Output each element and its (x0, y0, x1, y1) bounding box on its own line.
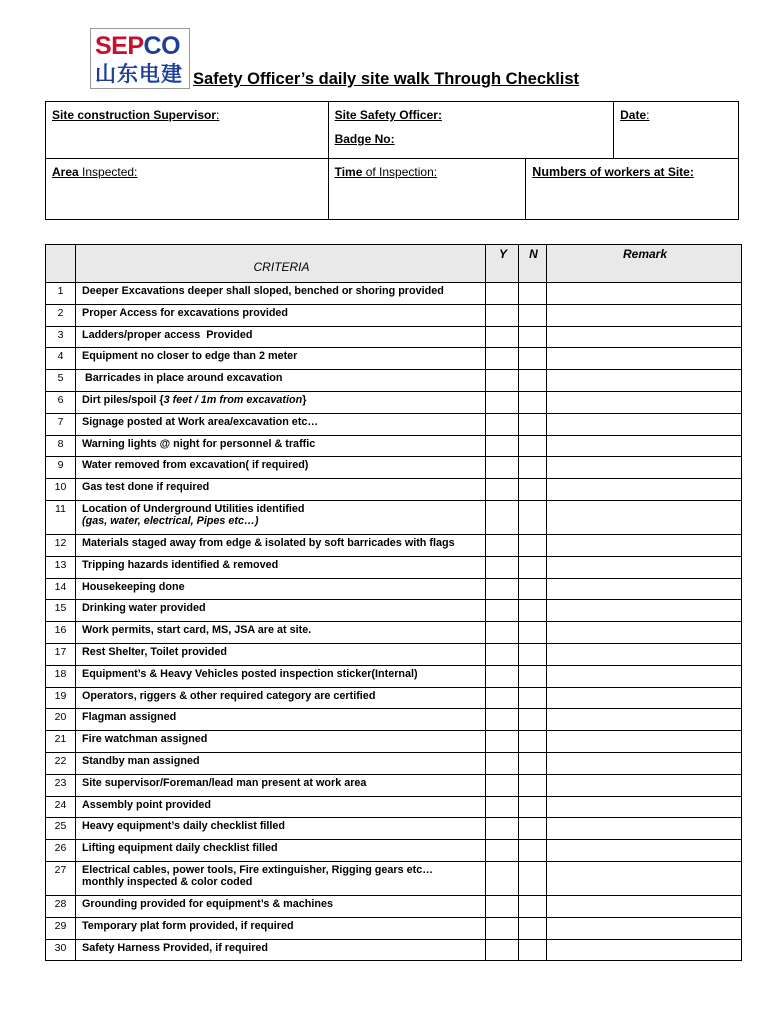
header-no: N (519, 245, 547, 283)
row-number: 25 (46, 818, 76, 840)
yes-cell[interactable] (486, 687, 519, 709)
workers-label-rest: of workers at Site: (586, 165, 694, 179)
remark-cell[interactable] (547, 818, 742, 840)
row-number: 1 (46, 283, 76, 305)
header-num-cell (46, 245, 76, 283)
row-criteria (76, 840, 486, 862)
row-criteria (76, 600, 486, 622)
yes-cell[interactable] (486, 600, 519, 622)
no-cell[interactable] (519, 796, 547, 818)
yes-cell[interactable] (486, 895, 519, 917)
checklist-row (46, 391, 742, 413)
yes-cell[interactable] (486, 578, 519, 600)
no-cell[interactable] (519, 818, 547, 840)
no-cell[interactable] (519, 457, 547, 479)
checklist-row (46, 500, 742, 534)
info-table (45, 101, 739, 220)
no-cell[interactable] (519, 687, 547, 709)
row-criteria (76, 861, 486, 895)
no-cell[interactable] (519, 479, 547, 501)
row-number: 7 (46, 413, 76, 435)
row-number: 9 (46, 457, 76, 479)
checklist-row (46, 326, 742, 348)
yes-cell[interactable] (486, 304, 519, 326)
supervisor-colon: : (216, 108, 220, 122)
row-criteria (76, 917, 486, 939)
row-criteria (76, 556, 486, 578)
yes-cell[interactable] (486, 796, 519, 818)
no-cell[interactable] (519, 917, 547, 939)
no-cell[interactable] (519, 600, 547, 622)
row-number: 17 (46, 643, 76, 665)
criteria-text: Drinking water provided (82, 602, 206, 615)
row-criteria (76, 622, 486, 644)
criteria-text: Flagman assigned (82, 711, 177, 724)
row-number: 2 (46, 304, 76, 326)
checklist-row (46, 818, 742, 840)
criteria-text: Dirt piles/spoil { (82, 393, 164, 406)
remark-cell[interactable] (547, 578, 742, 600)
no-cell[interactable] (519, 861, 547, 895)
criteria-text: Location of Underground Utilities identified (82, 502, 305, 515)
checklist-row (46, 304, 742, 326)
remark-cell[interactable] (547, 479, 742, 501)
row-number: 30 (46, 939, 76, 961)
no-cell[interactable] (519, 500, 547, 534)
row-criteria (76, 774, 486, 796)
checklist-header-row (46, 245, 742, 283)
yes-cell[interactable] (486, 413, 519, 435)
checklist-row (46, 861, 742, 895)
logo-brand-red: SEP (95, 32, 144, 60)
criteria-text: Water removed from excavation( if required) (82, 459, 309, 472)
criteria-text: Work permits, start card, MS, JSA are at site. (82, 624, 312, 637)
logo-chinese: 山东电建 (95, 62, 183, 86)
remark-cell[interactable] (547, 348, 742, 370)
row-number: 19 (46, 687, 76, 709)
criteria-text: Deeper Excavations deeper shall sloped, benched or shoring provided (82, 285, 444, 297)
area-label-rest: Inspected: (78, 165, 138, 179)
yes-cell[interactable] (486, 818, 519, 840)
criteria-after: } (302, 393, 307, 406)
checklist-row (46, 774, 742, 796)
checklist-row (46, 939, 742, 961)
criteria-text: Temporary plat form provided, if required (82, 919, 294, 932)
row-number: 27 (46, 861, 76, 895)
page-title: Safety Officer’s daily site walk Through Checklist (193, 70, 580, 88)
yes-cell[interactable] (486, 348, 519, 370)
yes-cell[interactable] (486, 500, 519, 534)
criteria-text: Site supervisor/Foreman/lead man present at work area (82, 776, 367, 789)
safety-officer-label: Site Safety Officer: (334, 108, 442, 122)
header-remark: Remark (547, 245, 742, 283)
row-criteria (76, 348, 486, 370)
row-criteria (76, 687, 486, 709)
row-number: 26 (46, 840, 76, 862)
no-cell[interactable] (519, 774, 547, 796)
row-number: 11 (46, 500, 76, 534)
badge-label: Badge No: (334, 132, 395, 146)
row-number: 13 (46, 556, 76, 578)
row-criteria (76, 643, 486, 665)
criteria-text: Barricades in place around excavation (82, 372, 283, 385)
checklist-row (46, 283, 742, 305)
remark-cell[interactable] (547, 917, 742, 939)
no-cell[interactable] (519, 391, 547, 413)
yes-cell[interactable] (486, 917, 519, 939)
no-cell[interactable] (519, 709, 547, 731)
row-number: 18 (46, 665, 76, 687)
row-number: 5 (46, 370, 76, 392)
criteria-text: Housekeeping done (82, 580, 185, 593)
logo-brand-blue: CO (143, 32, 181, 60)
checklist-row (46, 665, 742, 687)
remark-cell[interactable] (547, 709, 742, 731)
no-cell[interactable] (519, 643, 547, 665)
checklist-row (46, 370, 742, 392)
time-cell[interactable] (328, 159, 526, 220)
row-number: 20 (46, 709, 76, 731)
row-criteria (76, 326, 486, 348)
no-cell[interactable] (519, 665, 547, 687)
row-number: 3 (46, 326, 76, 348)
checklist-row (46, 622, 742, 644)
no-cell[interactable] (519, 534, 547, 556)
checklist-rows (46, 283, 742, 961)
remark-cell[interactable] (547, 600, 742, 622)
no-cell[interactable] (519, 326, 547, 348)
remark-cell[interactable] (547, 840, 742, 862)
time-label-bold: Time (334, 165, 363, 179)
checklist-row (46, 600, 742, 622)
remark-cell[interactable] (547, 391, 742, 413)
checklist-row (46, 348, 742, 370)
remark-cell[interactable] (547, 622, 742, 644)
checklist-row (46, 435, 742, 457)
criteria-text: Materials staged away from edge & isolated by soft barricades with flags (82, 536, 455, 549)
no-cell[interactable] (519, 304, 547, 326)
no-cell[interactable] (519, 939, 547, 961)
remark-cell[interactable] (547, 796, 742, 818)
checklist-row (46, 796, 742, 818)
criteria-text: Fire watchman assigned (82, 733, 208, 746)
row-number: 22 (46, 752, 76, 774)
criteria-text: Electrical cables, power tools, Fire extinguisher, Rigging gears etc… (82, 863, 434, 876)
remark-cell[interactable] (547, 457, 742, 479)
workers-cell[interactable] (526, 159, 739, 220)
row-criteria (76, 709, 486, 731)
no-cell[interactable] (519, 556, 547, 578)
yes-cell[interactable] (486, 643, 519, 665)
criteria-text: Standby man assigned (82, 754, 200, 767)
criteria-text: Equipment’s & Heavy Vehicles posted inspection sticker(Internal) (82, 667, 418, 680)
row-number: 23 (46, 774, 76, 796)
no-cell[interactable] (519, 283, 547, 305)
checklist-row (46, 917, 742, 939)
row-criteria (76, 500, 486, 534)
checklist-row (46, 731, 742, 753)
header-yes: Y (486, 245, 519, 283)
safety-officer-cell[interactable] (328, 102, 614, 159)
yes-cell[interactable] (486, 435, 519, 457)
area-label-bold: Area (52, 165, 79, 179)
date-colon: : (646, 108, 650, 122)
no-cell[interactable] (519, 435, 547, 457)
row-number: 6 (46, 391, 76, 413)
row-criteria (76, 818, 486, 840)
row-criteria (76, 895, 486, 917)
yes-cell[interactable] (486, 665, 519, 687)
criteria-italic: 3 feet / 1m from excavation (163, 393, 303, 406)
criteria-line2: monthly inspected & color coded (82, 875, 253, 888)
no-cell[interactable] (519, 731, 547, 753)
criteria-text: Heavy equipment’s daily checklist filled (82, 820, 286, 833)
criteria-text: Rest Shelter, Toilet provided (82, 645, 227, 658)
row-criteria (76, 391, 486, 413)
yes-cell[interactable] (486, 731, 519, 753)
no-cell[interactable] (519, 840, 547, 862)
area-cell[interactable] (46, 159, 329, 220)
yes-cell[interactable] (486, 326, 519, 348)
criteria-text: Safety Harness Provided, if required (82, 941, 269, 954)
criteria-text: Ladders/proper access Provided (82, 328, 253, 341)
checklist-row (46, 687, 742, 709)
no-cell[interactable] (519, 578, 547, 600)
checklist-row (46, 556, 742, 578)
remark-cell[interactable] (547, 939, 742, 961)
remark-cell[interactable] (547, 283, 742, 305)
row-number: 12 (46, 534, 76, 556)
row-number: 16 (46, 622, 76, 644)
checklist-row (46, 840, 742, 862)
remark-cell[interactable] (547, 413, 742, 435)
checklist-row (46, 643, 742, 665)
date-label: Date (620, 108, 647, 122)
row-number: 4 (46, 348, 76, 370)
remark-cell[interactable] (547, 774, 742, 796)
remark-cell[interactable] (547, 895, 742, 917)
yes-cell[interactable] (486, 457, 519, 479)
checklist-table (45, 244, 742, 961)
yes-cell[interactable] (486, 622, 519, 644)
workers-label-bold: Numbers (532, 165, 587, 179)
no-cell[interactable] (519, 370, 547, 392)
sepco-logo (90, 28, 190, 89)
remark-cell[interactable] (547, 556, 742, 578)
yes-cell[interactable] (486, 840, 519, 862)
remark-cell[interactable] (547, 534, 742, 556)
no-cell[interactable] (519, 895, 547, 917)
criteria-text: Grounding provided for equipment’s & machines (82, 897, 333, 910)
checklist-row (46, 895, 742, 917)
remark-cell[interactable] (547, 370, 742, 392)
supervisor-cell[interactable] (46, 102, 329, 159)
remark-cell[interactable] (547, 665, 742, 687)
yes-cell[interactable] (486, 391, 519, 413)
row-number: 15 (46, 600, 76, 622)
row-criteria (76, 534, 486, 556)
checklist-row (46, 709, 742, 731)
row-criteria (76, 731, 486, 753)
row-criteria (76, 578, 486, 600)
remark-cell[interactable] (547, 687, 742, 709)
row-criteria (76, 413, 486, 435)
criteria-text: Tripping hazards identified & removed (82, 558, 279, 571)
remark-cell[interactable] (547, 731, 742, 753)
checklist-row (46, 413, 742, 435)
checklist-row (46, 534, 742, 556)
row-criteria (76, 435, 486, 457)
yes-cell[interactable] (486, 283, 519, 305)
yes-cell[interactable] (486, 556, 519, 578)
no-cell[interactable] (519, 622, 547, 644)
row-criteria (76, 370, 486, 392)
date-cell[interactable] (614, 102, 739, 159)
row-criteria (76, 283, 486, 305)
row-number: 24 (46, 796, 76, 818)
supervisor-label: Site construction Supervisor (52, 108, 217, 122)
remark-cell[interactable] (547, 435, 742, 457)
row-criteria (76, 304, 486, 326)
yes-cell[interactable] (486, 939, 519, 961)
remark-cell[interactable] (547, 500, 742, 534)
time-label-rest: of Inspection: (362, 165, 438, 179)
row-number: 21 (46, 731, 76, 753)
row-number: 29 (46, 917, 76, 939)
row-number: 10 (46, 479, 76, 501)
remark-cell[interactable] (547, 326, 742, 348)
yes-cell[interactable] (486, 709, 519, 731)
checklist-row (46, 578, 742, 600)
checklist-row (46, 457, 742, 479)
criteria-text: Operators, riggers & other required category are certified (82, 689, 376, 702)
header-criteria: CRITERIA (76, 245, 486, 283)
row-criteria (76, 479, 486, 501)
criteria-text: Gas test done if required (82, 481, 210, 494)
no-cell[interactable] (519, 752, 547, 774)
checklist-row (46, 752, 742, 774)
no-cell[interactable] (519, 413, 547, 435)
yes-cell[interactable] (486, 479, 519, 501)
logo-brand (95, 32, 180, 60)
remark-cell[interactable] (547, 752, 742, 774)
row-criteria (76, 665, 486, 687)
criteria-text: Warning lights @ night for personnel & traffic (82, 437, 316, 450)
remark-cell[interactable] (547, 304, 742, 326)
row-criteria (76, 939, 486, 961)
yes-cell[interactable] (486, 534, 519, 556)
criteria-text: Assembly point provided (82, 798, 211, 811)
yes-cell[interactable] (486, 774, 519, 796)
row-criteria (76, 796, 486, 818)
row-number: 14 (46, 578, 76, 600)
criteria-text: Proper Access for excavations provided (82, 306, 289, 319)
criteria-text: Equipment no closer to edge than 2 meter (82, 350, 298, 363)
criteria-text: Signage posted at Work area/excavation etc… (82, 415, 319, 428)
remark-cell[interactable] (547, 861, 742, 895)
criteria-line2: (gas, water, electrical, Pipes etc…) (82, 514, 259, 527)
remark-cell[interactable] (547, 643, 742, 665)
criteria-text: Lifting equipment daily checklist filled (82, 842, 278, 855)
row-number: 8 (46, 435, 76, 457)
row-criteria (76, 752, 486, 774)
no-cell[interactable] (519, 348, 547, 370)
checklist-row (46, 479, 742, 501)
row-criteria (76, 457, 486, 479)
row-number: 28 (46, 895, 76, 917)
yes-cell[interactable] (486, 752, 519, 774)
yes-cell[interactable] (486, 370, 519, 392)
yes-cell[interactable] (486, 861, 519, 895)
